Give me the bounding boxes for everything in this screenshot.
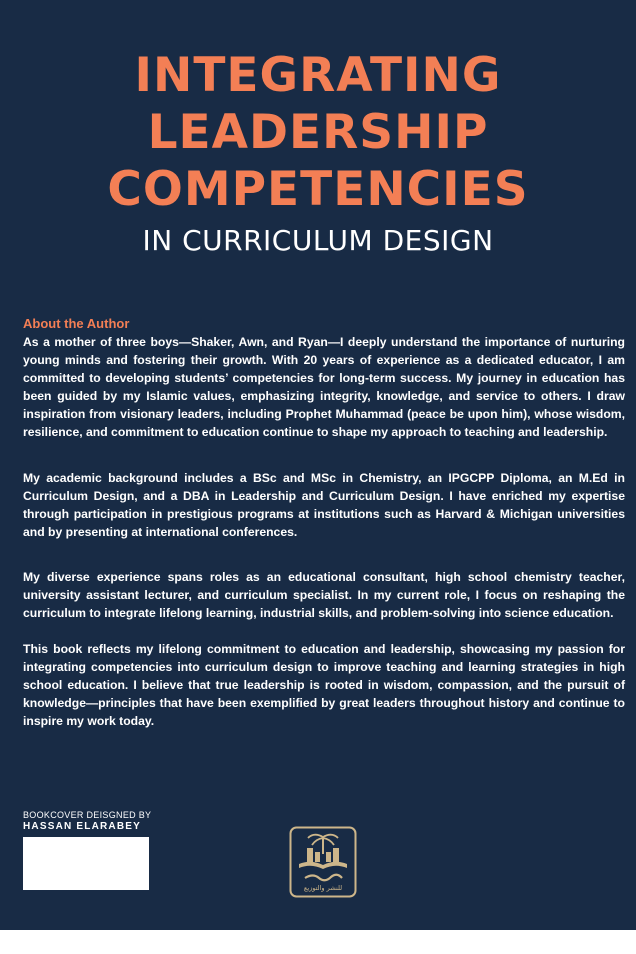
publisher-logo-icon xyxy=(289,826,357,898)
title-line-3: COMPETENCIES xyxy=(107,162,529,217)
barcode-area xyxy=(23,837,149,890)
cover-designer-label: BOOKCOVER DEISGNED BY xyxy=(23,810,152,820)
about-author-heading: About the Author xyxy=(23,316,130,331)
subtitle: IN CURRICULUM DESIGN xyxy=(142,224,494,257)
title-line-1: INTEGRATING xyxy=(134,48,502,103)
about-paragraph-1: As a mother of three boys—Shaker, Awn, and Ryan—I deeply understand the importance of nurturing young minds and fostering their growth. With 20 years of experience as a dedicated educator, I am committed to developing students’ competencies for long-term success. My journey in education has been guided by my Islamic values, emphasizing integrity, knowledge, and service to others. I draw inspiration from visionary leaders, including Prophet Muhammad (peace be upon him), whose wisdom, resilience, and commitment to education continue to shape my approach to teaching and leadership. xyxy=(23,335,625,439)
title-line-2: LEADERSHIP xyxy=(147,105,489,160)
cover-designer-name: HASSAN ELARABEY xyxy=(23,821,142,832)
about-paragraph-3: My diverse experience spans roles as an educational consultant, high school chemistry teacher, university assistant lecturer, and curriculum specialist. In my current role, I focus on reshaping the curriculum to integrate lifelong learning, industrial skills, and problem-solving into science education. xyxy=(23,570,625,620)
about-paragraph-2: My academic background includes a BSc and MSc in Chemistry, an IPGCPP Diploma, an M.Ed in Curriculum Design, and a DBA in Leadership and Curriculum Design. I have enriched my expertise through participation in prestigious programs at institutions such as Harvard & Michigan universities and by presenting at international conferences. xyxy=(23,471,625,539)
about-paragraph-4: This book reflects my lifelong commitment to education and leadership, showcasing my passion for integrating competencies into curriculum design to improve teaching and learning strategies in high school education. I believe that true leadership is rooted in wisdom, compassion, and the pursuit of knowledge—principles that have been exemplified by great leaders throughout history and continue to inspire my work today. xyxy=(23,642,625,728)
publisher-arabic-text: للنشر والتوزيع xyxy=(303,884,343,892)
